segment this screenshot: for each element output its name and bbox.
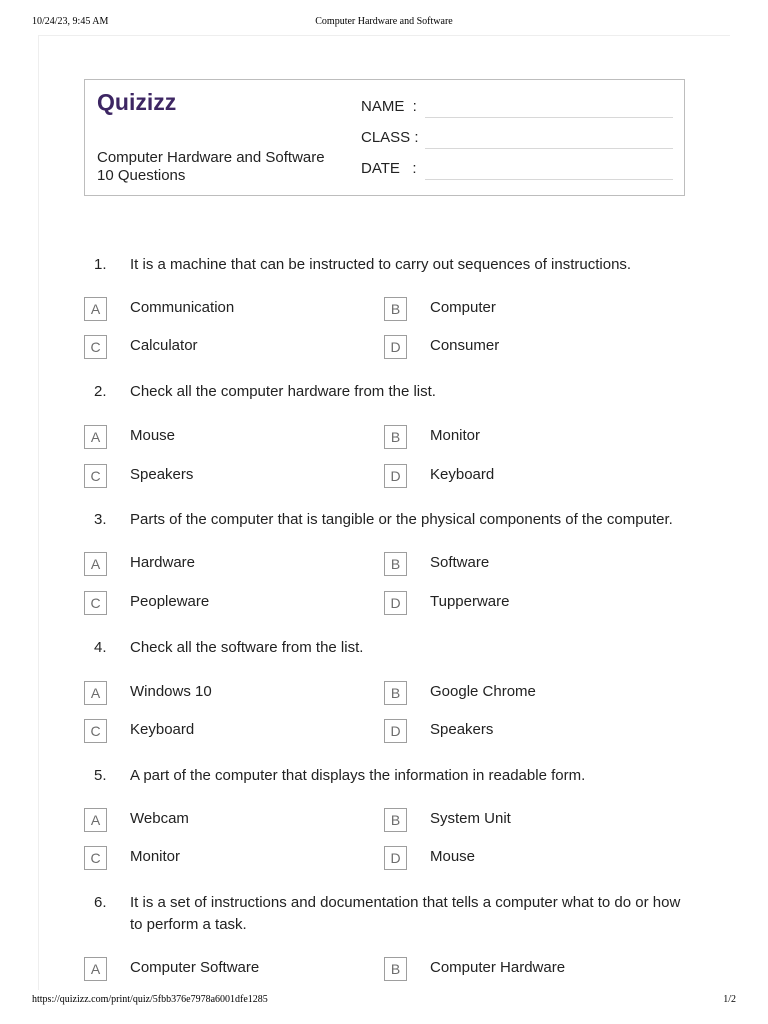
name-field[interactable] (361, 94, 673, 118)
option-letter: B (384, 957, 407, 981)
option-3d[interactable] (384, 591, 664, 615)
option-text: Communication (130, 299, 235, 316)
option-text: Keyboard (130, 721, 195, 738)
question-text: A part of the computer that displays the information in readable form. (130, 767, 586, 784)
option-letter: C (84, 335, 107, 359)
class-label: CLASS : (361, 129, 419, 146)
option-text: Consumer (430, 337, 500, 354)
page-border-left (38, 35, 39, 990)
option-letter: D (384, 846, 407, 870)
class-field[interactable] (361, 125, 673, 149)
option-text: Computer Software (130, 959, 260, 976)
option-letter: C (84, 591, 107, 615)
option-letter: B (384, 425, 407, 449)
option-letter: D (384, 464, 407, 488)
question-number: 1. (94, 256, 107, 273)
option-text: Tupperware (430, 593, 510, 610)
option-4c[interactable] (84, 719, 364, 743)
option-3c[interactable] (84, 591, 364, 615)
question-text: Check all the computer hardware from the list. (130, 383, 436, 400)
option-letter: B (384, 808, 407, 832)
question-number: 6. (94, 894, 107, 911)
question-number: 2. (94, 383, 107, 400)
print-title: Computer Hardware and Software (315, 16, 453, 27)
option-6a[interactable] (84, 957, 364, 981)
option-4b[interactable] (384, 681, 664, 705)
print-url: https://quizizz.com/print/quiz/5fbb376e7978a6001dfe1285 (32, 994, 268, 1005)
page-number: 1/2 (723, 994, 736, 1005)
quiz-title: Computer Hardware and Software (97, 149, 325, 166)
date-label: DATE : (361, 160, 417, 177)
option-text: Peopleware (130, 593, 210, 610)
option-letter: D (384, 591, 407, 615)
option-text: Mouse (430, 848, 476, 865)
quizizz-logo: Quizizz (97, 89, 177, 115)
print-footer (32, 994, 736, 1008)
option-text: Computer Hardware (430, 959, 566, 976)
name-line (425, 117, 673, 118)
option-letter: C (84, 464, 107, 488)
option-1a[interactable] (84, 297, 364, 321)
option-3b[interactable] (384, 552, 664, 576)
option-4d[interactable] (384, 719, 664, 743)
option-1d[interactable] (384, 335, 664, 359)
option-6b[interactable] (384, 957, 664, 981)
option-text: Mouse (130, 427, 176, 444)
option-1b[interactable] (384, 297, 664, 321)
option-text: System Unit (430, 810, 511, 827)
question-text: Check all the software from the list. (130, 639, 364, 656)
option-text: Hardware (130, 554, 196, 571)
option-text: Monitor (130, 848, 181, 865)
option-text: Google Chrome (430, 683, 536, 700)
option-letter: A (84, 957, 107, 981)
name-label: NAME : (361, 98, 417, 115)
question-text: Parts of the computer that is tangible or the physical components of the computer. (130, 511, 673, 528)
question-number: 4. (94, 639, 107, 656)
option-letter: A (84, 425, 107, 449)
question-number: 3. (94, 511, 107, 528)
question-number: 5. (94, 767, 107, 784)
print-header (32, 16, 736, 30)
option-letter: A (84, 552, 107, 576)
option-text: Keyboard (430, 466, 495, 483)
option-5d[interactable] (384, 846, 664, 870)
option-letter: D (384, 719, 407, 743)
option-2d[interactable] (384, 464, 664, 488)
option-text: Monitor (430, 427, 481, 444)
option-text: Windows 10 (130, 683, 212, 700)
option-letter: B (384, 297, 407, 321)
option-letter: C (84, 719, 107, 743)
option-text: Software (430, 554, 490, 571)
date-line (425, 179, 673, 180)
option-3a[interactable] (84, 552, 364, 576)
option-2c[interactable] (84, 464, 364, 488)
option-5b[interactable] (384, 808, 664, 832)
option-5c[interactable] (84, 846, 364, 870)
option-letter: A (84, 808, 107, 832)
option-text: Speakers (130, 466, 194, 483)
option-text: Webcam (130, 810, 189, 827)
option-letter: B (384, 552, 407, 576)
option-text: Speakers (430, 721, 494, 738)
option-2a[interactable] (84, 425, 364, 449)
question-text: It is a machine that can be instructed to carry out sequences of instructions. (130, 256, 632, 273)
option-2b[interactable] (384, 425, 664, 449)
option-text: Computer (430, 299, 496, 316)
class-line (425, 148, 673, 149)
question-text: It is a set of instructions and documentation that tells a computer what to do or how to perform a task. (130, 894, 681, 933)
option-letter: A (84, 681, 107, 705)
option-text: Calculator (130, 337, 198, 354)
question-count: 10 Questions (97, 167, 186, 184)
option-letter: D (384, 335, 407, 359)
option-letter: B (384, 681, 407, 705)
print-datetime: 10/24/23, 9:45 AM (32, 16, 109, 27)
option-1c[interactable] (84, 335, 364, 359)
option-letter: C (84, 846, 107, 870)
option-5a[interactable] (84, 808, 364, 832)
date-field[interactable] (361, 156, 673, 180)
option-letter: A (84, 297, 107, 321)
option-4a[interactable] (84, 681, 364, 705)
page-border-top (38, 35, 730, 36)
